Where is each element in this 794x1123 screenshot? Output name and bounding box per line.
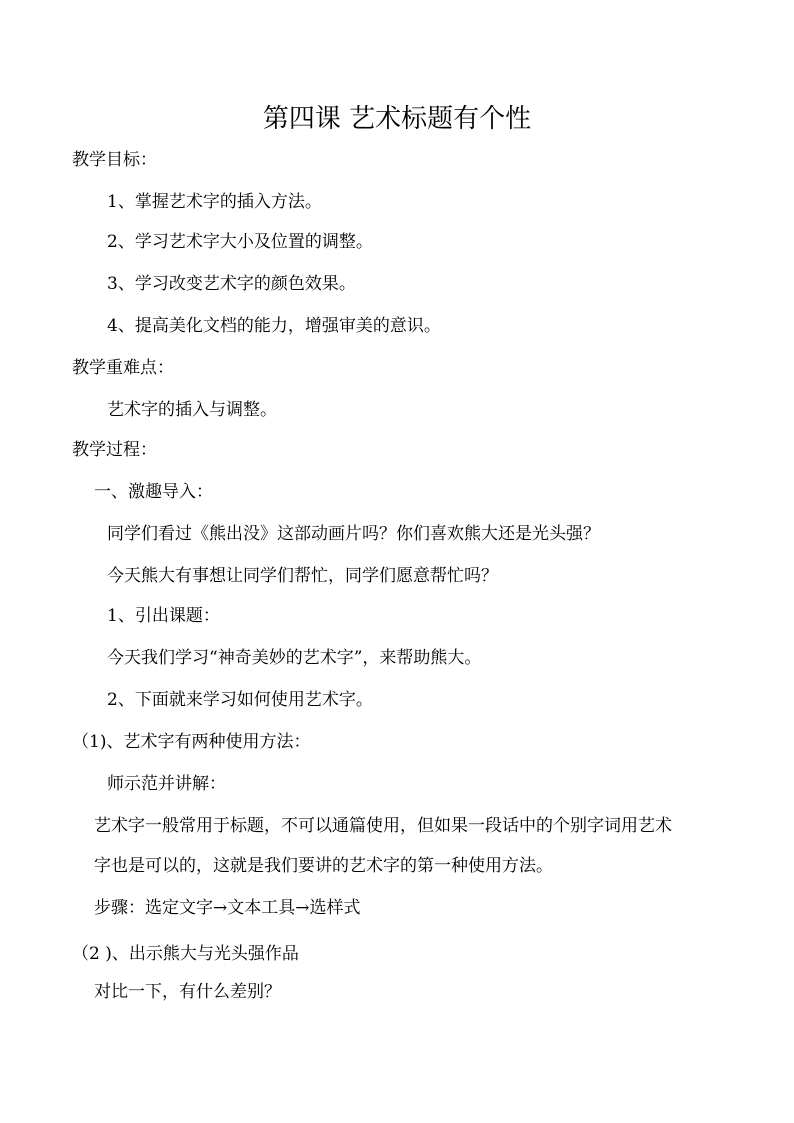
paragraph-line: 同学们看过《熊出没》这部动画片吗？你们喜欢熊大还是光头强？ bbox=[107, 524, 600, 544]
paragraph-line: 对比一下，有什么差别？ bbox=[94, 982, 281, 1002]
heading-process: 教学过程： bbox=[72, 440, 157, 460]
document-title: 第四课 艺术标题有个性 bbox=[262, 104, 532, 134]
paragraph-line: 今天熊大有事想让同学们帮忙，同学们愿意帮忙吗？ bbox=[107, 566, 498, 586]
paragraph-line: （1)、艺术字有两种使用方法： bbox=[72, 732, 311, 752]
objective-3: 3、学习改变艺术字的颜色效果。 bbox=[107, 274, 356, 294]
paragraph-line: 1、引出课题： bbox=[107, 606, 220, 626]
objective-2: 2、学习艺术字大小及位置的调整。 bbox=[107, 232, 373, 252]
paragraph-line: 艺术字一般常用于标题，不可以通篇使用，但如果一段话中的个别字词用艺术 bbox=[94, 816, 672, 836]
paragraph-line: （2 )、出示熊大与光头强作品 bbox=[72, 944, 299, 964]
key-point: 艺术字的插入与调整。 bbox=[107, 400, 277, 420]
paragraph-line: 今天我们学习“神奇美妙的艺术字”，来帮助熊大。 bbox=[107, 648, 482, 668]
objective-1: 1、掌握艺术字的插入方法。 bbox=[107, 192, 322, 212]
heading-key-points: 教学重难点： bbox=[72, 358, 174, 378]
heading-objectives: 教学目标： bbox=[72, 150, 157, 170]
paragraph-line: 步骤：选定文字→文本工具→选样式 bbox=[94, 898, 361, 918]
section-intro: 一、激趣导入： bbox=[94, 482, 213, 502]
objective-4: 4、提高美化文档的能力，增强审美的意识。 bbox=[107, 316, 441, 336]
paragraph-line: 字也是可以的，这就是我们要讲的艺术字的第一种使用方法。 bbox=[94, 856, 553, 876]
paragraph-line: 2、下面就来学习如何使用艺术字。 bbox=[107, 690, 373, 710]
paragraph-line: 师示范并讲解： bbox=[107, 774, 226, 794]
